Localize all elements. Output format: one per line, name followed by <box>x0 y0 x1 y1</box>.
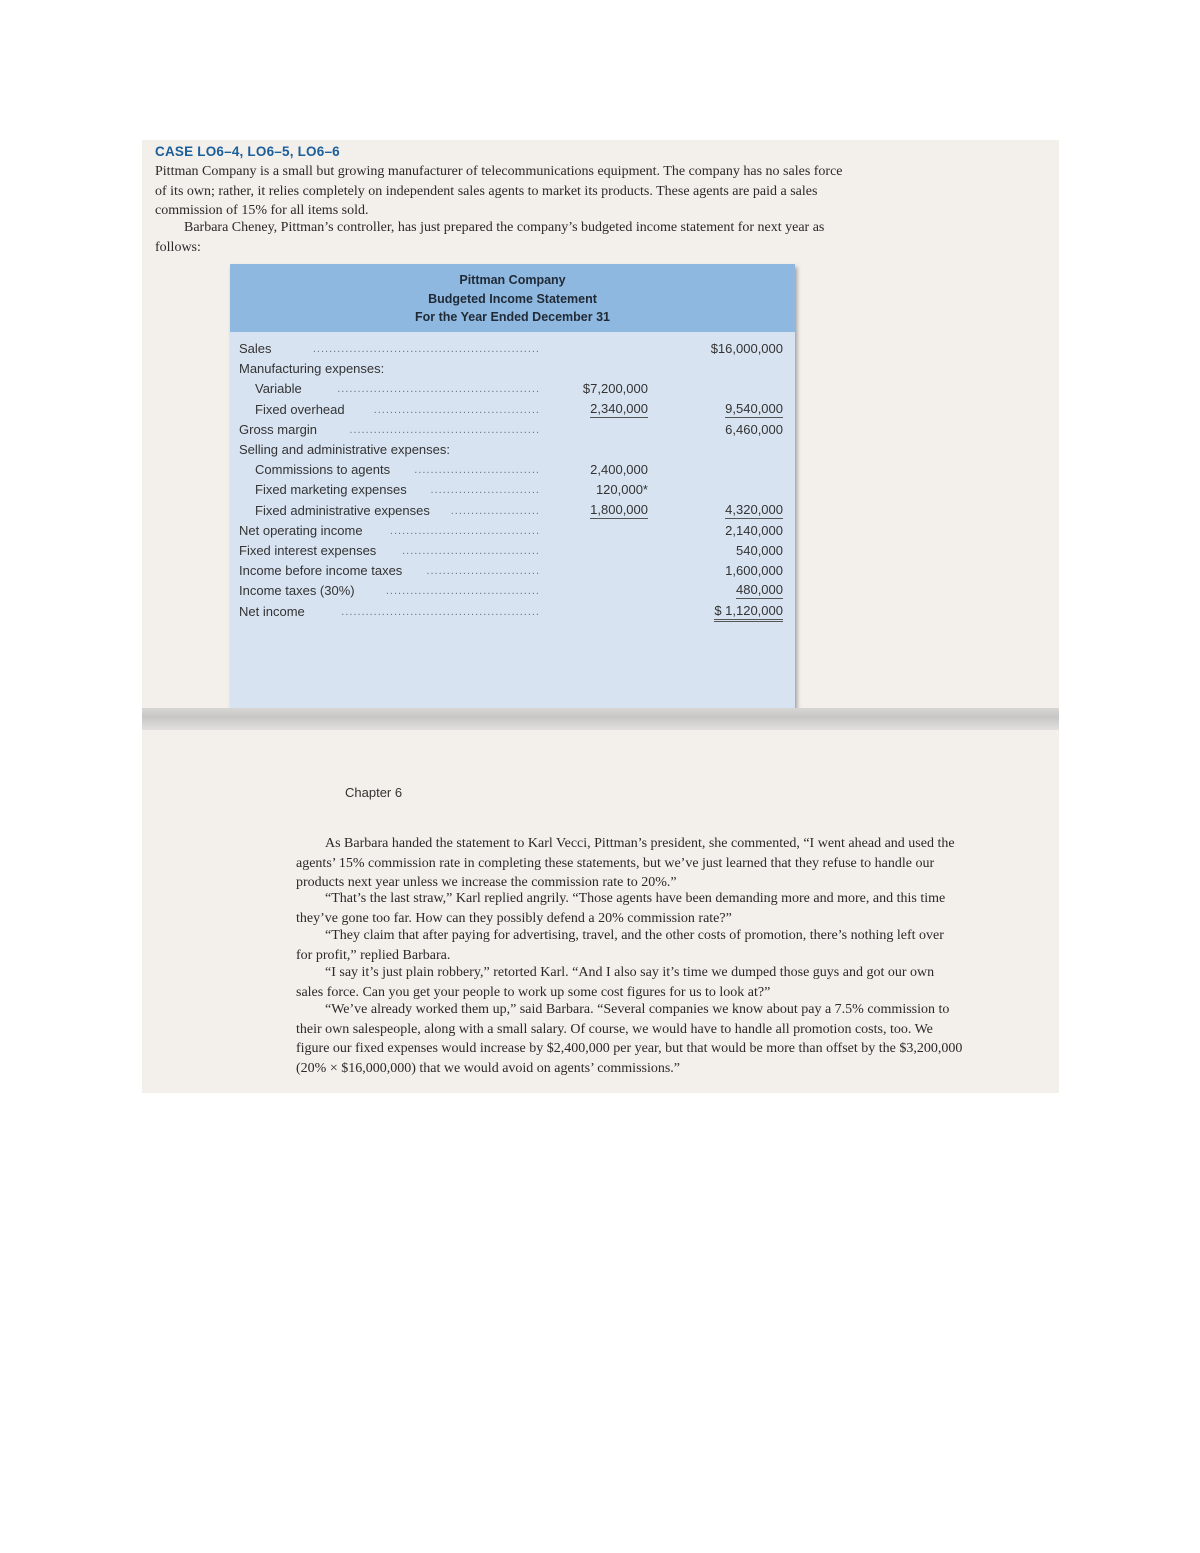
case-heading: CASE LO6–4, LO6–5, LO6–6 <box>155 144 340 159</box>
leader-dots: ............................... <box>414 464 540 477</box>
row-total-amount: 4,320,000 <box>725 501 783 517</box>
leader-dots: .................................. <box>402 545 540 557</box>
statement-row <box>230 521 795 541</box>
leader-dots: ...................................... <box>385 585 540 598</box>
row-label: Net income <box>239 603 305 619</box>
statement-company: Pittman Company <box>459 273 566 287</box>
leader-dots: ............................ <box>426 565 540 578</box>
row-detail-amount: 2,400,000 <box>590 462 648 478</box>
row-label: Fixed interest expenses <box>239 543 377 558</box>
statement-row <box>230 460 795 480</box>
row-detail-amount: 2,340,000 <box>590 400 648 416</box>
statement-title: Budgeted Income Statement <box>428 291 597 306</box>
row-label: Income before income taxes <box>239 563 403 579</box>
row-label: Gross margin <box>239 421 318 437</box>
textbook-page-bottom <box>142 730 1059 1093</box>
row-label: Fixed administrative expenses <box>255 502 430 518</box>
row-detail-amount: 1,800,000 <box>590 501 648 517</box>
story-paragraph-3: “They claim that after paying for advertising, travel, and the other costs of promotion, there’s nothing left over for profit,” replied Barbara. <box>296 928 944 963</box>
statement-row <box>230 561 795 581</box>
page-break <box>142 708 1059 730</box>
statement-row <box>230 359 795 379</box>
leader-dots: ........................................................ <box>312 343 540 355</box>
leader-dots: ...................... <box>450 504 540 517</box>
statement-row <box>230 581 795 601</box>
case-intro-paragraph: Pittman Company is a small but growing manufacturer of telecommunications equipment. The company has no sales force of its own; rather, it relies completely on independent sales agents to market its products. These agents are paid a sales commission of 15% for all items sold. <box>155 164 843 218</box>
leader-dots: ......................................... <box>373 403 540 416</box>
row-label: Fixed overhead <box>255 401 345 417</box>
leader-dots: ................................................. <box>341 605 540 618</box>
textbook-page-top <box>142 140 1059 708</box>
row-total-amount: $16,000,000 <box>710 341 783 356</box>
row-detail-amount: $7,200,000 <box>582 381 648 397</box>
leader-dots: ..................................... <box>389 524 540 537</box>
statement-row <box>230 339 795 359</box>
story-paragraph-1: As Barbara handed the statement to Karl Vecci, Pittman’s president, she commented, “I went ahead and used the agents’ 15% commission rate in completing these statements, but we’ve just learned that they refuse to handle our products next year unless we increase the commission rate to 20%.” <box>296 836 955 890</box>
row-label: Sales <box>239 341 272 356</box>
row-label: Commissions to agents <box>255 462 391 478</box>
statement-row <box>230 420 795 440</box>
leader-dots: ........................... <box>430 484 540 497</box>
statement-row <box>230 480 795 500</box>
statement-row <box>230 400 795 420</box>
row-total-amount: 1,600,000 <box>725 563 783 579</box>
statement-row <box>230 379 795 399</box>
row-label: Net operating income <box>239 522 363 538</box>
row-label: Variable <box>255 381 302 397</box>
story-paragraph-4: “I say it’s just plain robbery,” retorted Karl. “And I also say it’s time we dumped those guys and got our own sales force. Can you get your people to work up some cost figures for us to look at?” <box>296 965 935 1000</box>
row-total-amount: 2,140,000 <box>725 522 783 538</box>
row-total-amount: 480,000 <box>736 582 783 598</box>
statement-row <box>230 541 795 561</box>
budgeted-income-statement <box>230 264 795 774</box>
row-total-amount: 540,000 <box>736 543 783 558</box>
case-controller-paragraph: Barbara Cheney, Pittman’s controller, has just prepared the company’s budgeted income statement for next year as follows: <box>155 220 825 255</box>
statement-row <box>230 440 795 460</box>
row-total-amount: 6,460,000 <box>725 421 783 437</box>
statement-row <box>230 602 795 622</box>
row-label: Selling and administrative expenses: <box>239 442 451 457</box>
story-paragraph-2: “That’s the last straw,” Karl replied angrily. “Those agents have been demanding more and more, and this time they’ve gone too far. How can they possibly defend a 20% commission rate?” <box>296 891 946 926</box>
story-paragraph-5: “We’ve already worked them up,” said Barbara. “Several companies we know about pay a 7.5% commission to their own salespeople, along with a small salary. Of course, we would have to handle all promotion costs, too. We figure our fixed expenses would increase by $2,400,000 per year, but that would be more than offset by the $3,200,000 (20% × $16,000,000) that we would avoid on agents’ commissions.” <box>296 1002 963 1076</box>
row-label: Fixed marketing expenses <box>255 482 407 498</box>
statement-period: For the Year Ended December 31 <box>415 310 610 324</box>
row-total-amount: $ 1,120,000 <box>714 602 783 622</box>
row-label: Income taxes (30%) <box>239 583 355 599</box>
chapter-label: Chapter 6 <box>345 785 403 800</box>
row-label: Manufacturing expenses: <box>239 361 385 377</box>
statement-header <box>230 264 795 332</box>
leader-dots: .................................................. <box>337 383 540 396</box>
row-total-amount: 9,540,000 <box>725 400 783 416</box>
leader-dots: ............................................... <box>349 423 540 436</box>
statement-row <box>230 501 795 521</box>
row-detail-amount: 120,000* <box>595 482 648 498</box>
